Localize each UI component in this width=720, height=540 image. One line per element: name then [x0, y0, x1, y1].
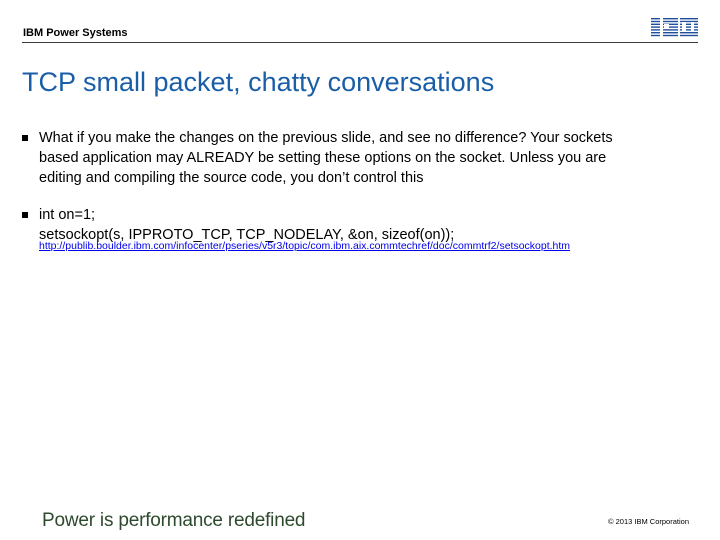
bullet-line: based application may ALREADY be setting these options on the socket. Unless you are [39, 150, 607, 166]
header-brand-label: IBM Power Systems [23, 27, 128, 39]
footer-copyright: © 2013 IBM Corporation [608, 517, 689, 526]
square-bullet-icon [22, 135, 28, 141]
ibm-logo [651, 17, 698, 37]
code-line: int on=1; [39, 207, 96, 223]
reference-link[interactable]: http://publib.boulder.ibm.com/infocenter/pseries/v5r3/topic/com.ibm.aix.commtechref/doc/commtrf2/setsockopt.htm [39, 240, 571, 252]
bullet-text [39, 128, 613, 188]
bullet-line: What if you make the changes on the previous slide, and see no difference? Your sockets [39, 130, 613, 146]
bullet-line: editing and compiling the source code, you don’t control this [39, 170, 424, 186]
footer-tagline: Power is performance redefined [42, 510, 306, 531]
square-bullet-icon [22, 212, 28, 218]
header-divider [22, 42, 698, 43]
slide-title: TCP small packet, chatty conversations [22, 67, 495, 97]
code-line: setsockopt(s, IPPROTO_TCP, TCP_NODELAY, &on, sizeof(on)); [39, 227, 455, 243]
bullet-text [39, 205, 454, 245]
